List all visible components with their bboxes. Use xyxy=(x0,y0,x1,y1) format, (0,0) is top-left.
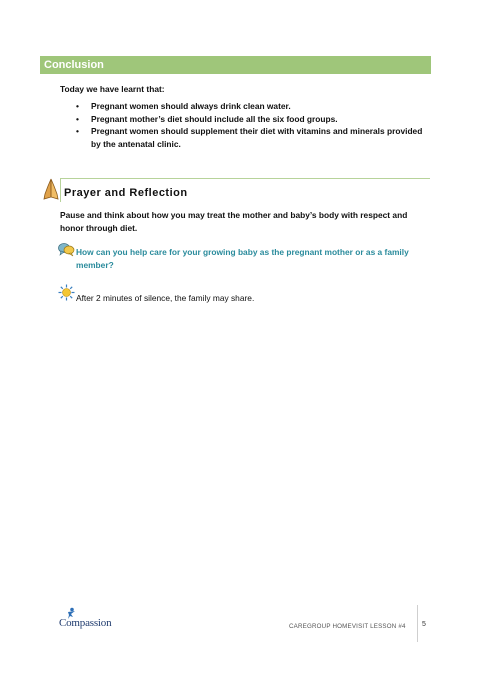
conclusion-heading-bar xyxy=(40,56,431,74)
after-silence-note: After 2 minutes of silence, the family may share. xyxy=(76,293,255,303)
conclusion-heading: Conclusion xyxy=(44,59,104,71)
compassion-logo-text: Compassion xyxy=(59,617,112,629)
list-item: • Pregnant women should always drink clean water. xyxy=(76,101,291,111)
sun-icon xyxy=(58,284,75,301)
reflection-question: How can you help care for your growing baby as the pregnant mother or as a family member? xyxy=(76,247,409,270)
prayer-section-rule-left xyxy=(60,178,61,202)
prayer-section-rule xyxy=(60,178,430,179)
footer-divider xyxy=(417,605,418,642)
footer-lesson-label: CAREGROUP HOMEVISIT LESSON #4 xyxy=(289,623,406,630)
list-item: • Pregnant women should supplement their diet with vitamins and minerals provided by the antenatal clinic. xyxy=(76,126,423,149)
list-item: • Pregnant mother’s diet should include all the six food groups. xyxy=(76,113,338,124)
list-item-text: Pregnant women should supplement their diet with vitamins and minerals provided by the antenatal clinic. xyxy=(91,126,423,149)
praying-hands-icon xyxy=(42,178,60,200)
speech-bubbles-icon xyxy=(58,242,75,257)
conclusion-intro: Today we have learnt that: xyxy=(60,84,165,94)
page-number: 5 xyxy=(422,621,426,628)
prayer-section-title: Prayer and Reflection xyxy=(64,187,188,199)
conclusion-points-list xyxy=(74,100,424,150)
list-item-text: Pregnant mother’s diet should include all the six food groups. xyxy=(91,113,338,124)
list-item-text: Pregnant women should always drink clean water. xyxy=(91,101,291,111)
prayer-instruction: Pause and think about how you may treat the mother and baby’s body with respect and honor through diet. xyxy=(60,210,408,233)
